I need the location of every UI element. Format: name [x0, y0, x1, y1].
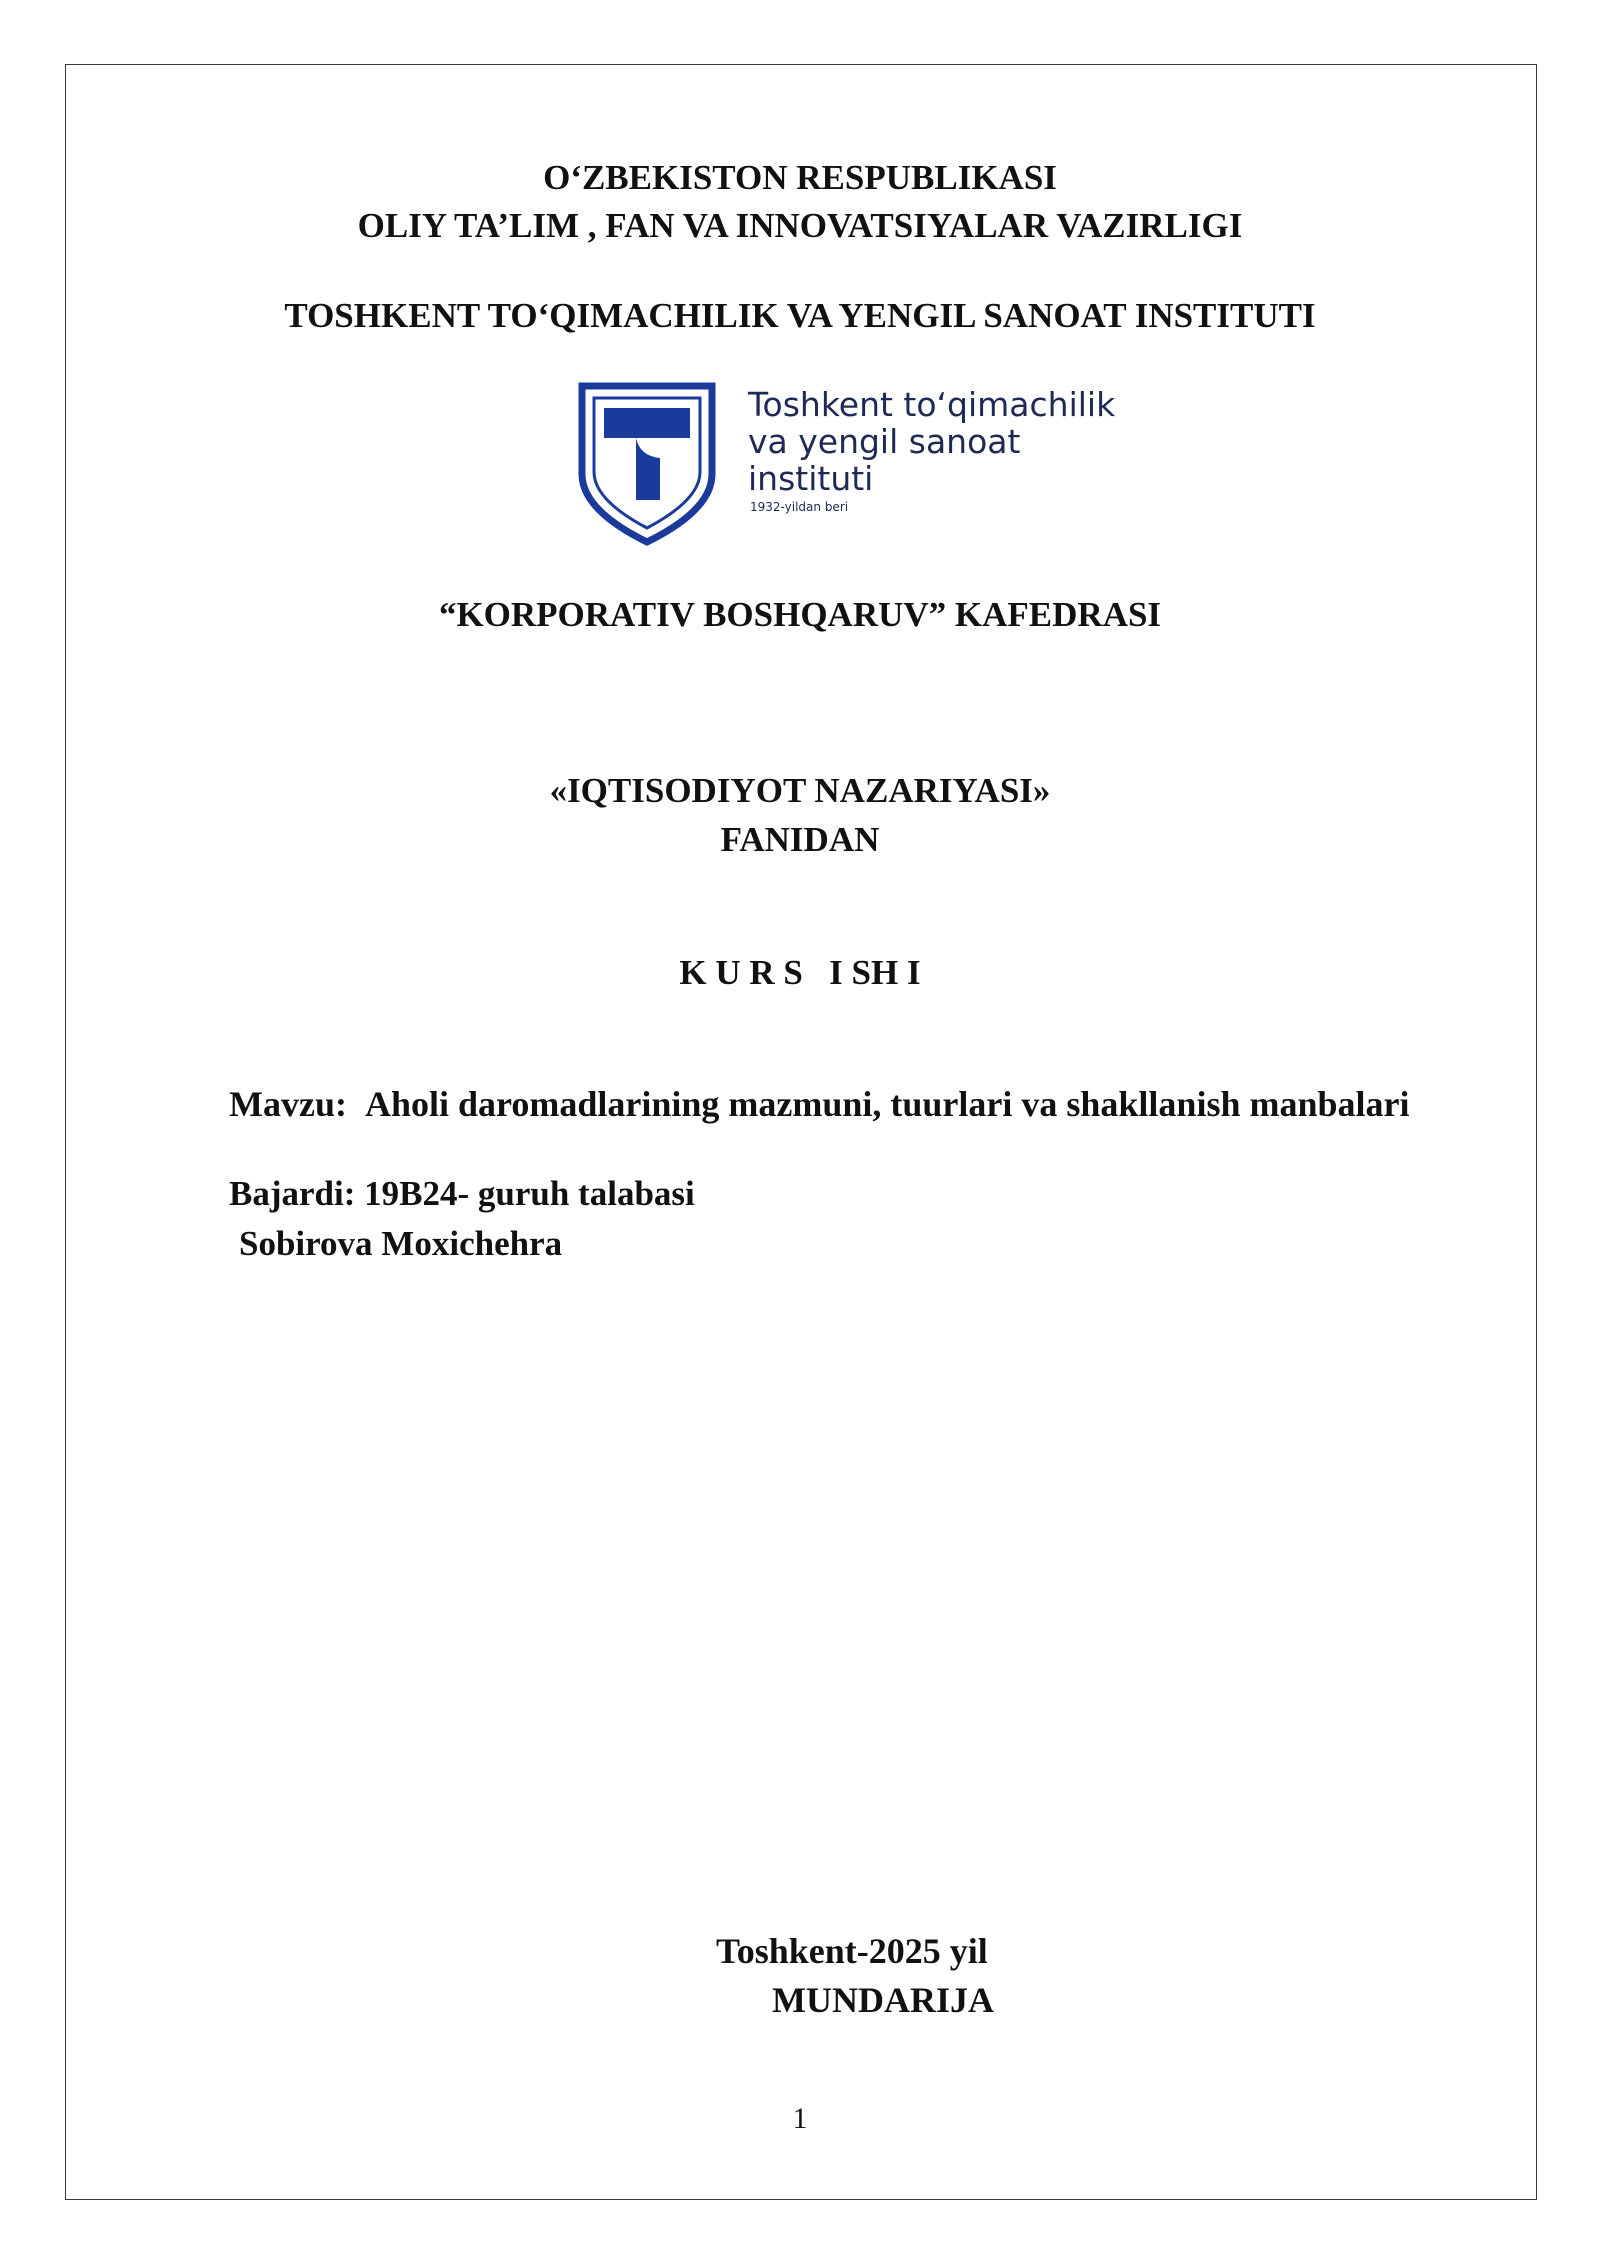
author-name: Sobirova Moxichehra: [239, 1224, 563, 1263]
logo-line-2: va yengil sanoat: [748, 422, 1021, 461]
work-type-title: K U R S I SH I: [679, 953, 921, 992]
topic-line: [229, 1086, 1410, 1122]
logo-wordmark: [748, 386, 1115, 497]
shield-icon: [578, 382, 716, 546]
logo-line-3: instituti: [748, 459, 874, 498]
department-heading: “KORPORATIV BOSHQARUV” KAFEDRASI: [438, 595, 1162, 634]
ministry-heading: OLIY TA’LIM , FAN VA INNOVATSIYALAR VAZIRLIGI: [357, 206, 1243, 245]
institute-logo: [578, 382, 1138, 546]
subject-suffix: FANIDAN: [720, 820, 880, 859]
institute-heading: TOSHKENT TO‘QIMACHILIK VA YENGIL SANOAT INSTITUTI: [284, 296, 1316, 335]
logo-line-1: Toshkent to‘qimachilik: [748, 385, 1116, 424]
subject-name: «IQTISODIYOT NAZARIYASI»: [549, 771, 1051, 810]
republic-heading: O‘ZBEKISTON RESPUBLIKASI: [543, 158, 1057, 197]
topic-value: Aholi daromadlarining mazmuni, tuurlari va shakllanish manbalari: [364, 1084, 1410, 1124]
page-number: 1: [792, 2102, 808, 2135]
author-label: Bajardi: 19B24- guruh talabasi: [229, 1174, 695, 1213]
logo-since: 1932-yildan beri: [750, 500, 849, 514]
city-year: Toshkent-2025 yil: [716, 1931, 988, 1971]
contents-heading: MUNDARIJA: [772, 1980, 994, 2020]
topic-label: Mavzu:: [229, 1084, 347, 1124]
